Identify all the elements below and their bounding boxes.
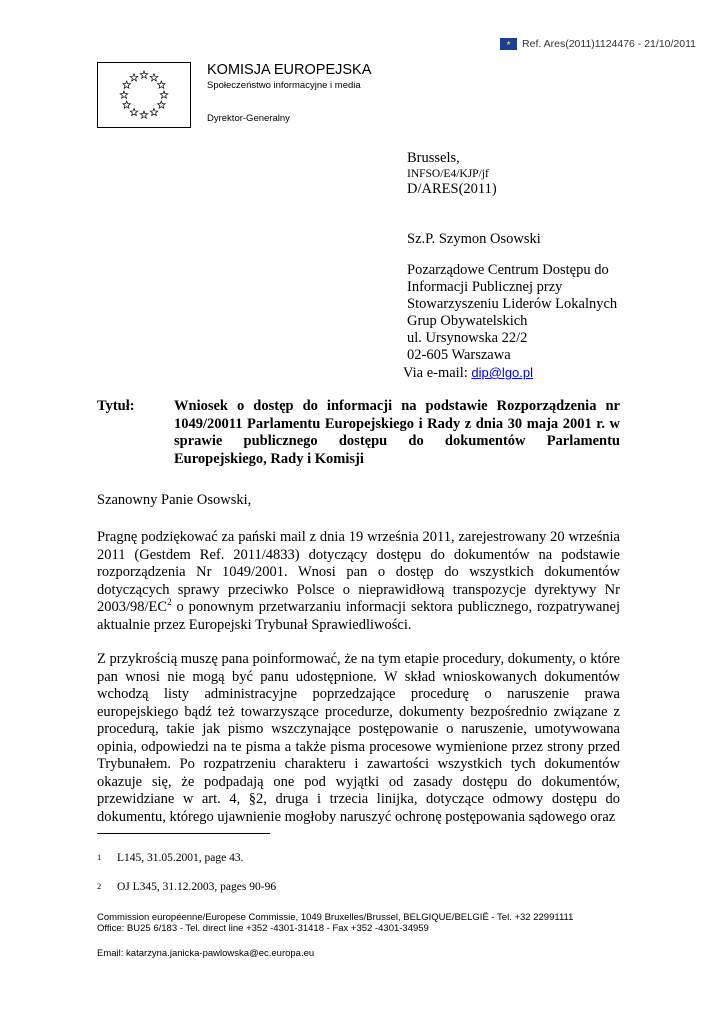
file-reference: INFSO/E4/KJP/jf: [407, 168, 489, 180]
organization-subtitle: Społeczeństwo informacyjne i media: [207, 80, 361, 91]
footnote-ref-2[interactable]: 2: [167, 597, 172, 608]
star-icon: [130, 108, 138, 115]
address-line: 02-605 Warszawa: [407, 347, 511, 363]
footnote-2: [97, 881, 276, 893]
star-icon: [160, 91, 168, 98]
address-line: ul. Ursynowska 22/2: [407, 330, 528, 346]
star-icon: [150, 74, 158, 81]
stars-circle-icon: [98, 63, 190, 127]
footnote-number: 2: [97, 881, 102, 891]
email-prefix: Via e-mail:: [403, 365, 472, 381]
ares-reference: D/ARES(2011): [407, 181, 497, 197]
salutation: Szanowny Panie Osowski,: [97, 492, 252, 508]
address-line: Stowarzyszeniu Liderów Lokalnych: [407, 296, 618, 312]
email-line: [403, 364, 533, 382]
footer-office: Office: BU25 6/183 - Tel. direct line +352 -4301-31418 - Fax +352 -4301-34959: [97, 923, 429, 934]
footer-address: Commission européenne/Europese Commissie, 1049 Bruxelles/Brussel, BELGIQUE/BELGIË - Tel. +32 22991111: [97, 912, 574, 923]
paragraph-1: [97, 529, 620, 634]
star-icon: [123, 81, 131, 88]
city-line: Brussels,: [407, 150, 460, 166]
star-icon: [158, 81, 166, 88]
directorate-label: Dyrektor-Generalny: [207, 113, 290, 124]
star-icon: [123, 101, 131, 108]
eu-flag-icon: ★: [500, 38, 517, 50]
footnote-1: [97, 852, 243, 864]
paragraph-1-text-b: o ponownym przetwarzaniu informacji sektora publicznego, rozpatrywanej aktualnie przez Europejski Trybunał Sprawiedliwości.: [97, 599, 620, 633]
star-icon: [140, 71, 148, 78]
star-icon: [140, 111, 148, 118]
star-icon: [120, 91, 128, 98]
star-icon: [150, 108, 158, 115]
footnote-text: OJ L345, 31.12.2003, pages 90-96: [117, 881, 277, 893]
address-line: Informacji Publicznej przy: [407, 279, 563, 295]
star-icon: [130, 74, 138, 81]
reference-stamp: [500, 38, 696, 50]
address-line: Grup Obywatelskich: [407, 313, 528, 329]
recipient-address: [407, 262, 617, 364]
recipient-name: Sz.P. Szymon Osowski: [407, 231, 541, 247]
address-line: Pozarządowe Centrum Dostępu do: [407, 262, 609, 278]
footer-email: Email: katarzyna.janicka-pawlowska@ec.europa.eu: [97, 948, 315, 959]
reference-number: Ref. Ares(2011)1124476 - 21/10/2011: [522, 38, 696, 50]
subject-text: Wniosek o dostęp do informacji na podstawie Rozporządzenia nr 1049/20011 Parlamentu Europejskiego i Rady z dnia 30 maja 2001 r. w sprawie publicznego dostępu do dokumentów Parlamentu Europejskiego, Rady i Komisji: [174, 398, 620, 467]
eu-emblem-logo: [97, 62, 191, 128]
footnote-number: 1: [97, 852, 102, 862]
paragraph-2: Z przykrością muszę pana poinformować, że na tym etapie procedury, dokumenty, o które pan wnosi nie mogą być panu udostępnione. W skład wnioskowanych dokumentów wchodzą listy administracyjne poprzedzające procedurę o naruszenie prawa europejskiego bądź też towarzyszące procedurze, dokumenty bezpośrednio związane z procedurą, takie jak pismo wszczynające postępowanie o naruszenie, umotywowana opinia, odpowiedzi na te pisma a także pisma procesowe wymienione przez strony przed Trybunałem. Po rozpatrzeniu charakteru i zawartości wszystkich tych dokumentów okazuje się, że podpadają one pod wyjątki od zasady dostępu do dokumentów, przewidziane w art. 4, §2, druga i trzecia linijka, dotyczące odmowy dostępu do dokumentu, którego ujawnienie mogłoby naruszyć ochronę postępowania sądowego oraz: [97, 651, 620, 825]
star-icon: [158, 101, 166, 108]
footnote-text: L145, 31.05.2001, page 43.: [117, 852, 244, 864]
organization-name: KOMISJA EUROPEJSKA: [207, 62, 372, 78]
footnote-divider: [97, 833, 270, 834]
recipient-email-link[interactable]: dip@lgo.pl: [471, 365, 534, 380]
subject-label: Tytuł:: [97, 398, 135, 414]
paragraph-1-text-a: Pragnę podziękować za pański mail z dnia 19 września 2011, zarejestrowany 20 września 2011 (Gestdem Ref. 2011/4833) dotyczący dostępu do dokumentów na podstawie rozporządzenia Nr 1049/2001. Wnosi pan o dostęp do wszystkich dokumentów dotyczących sprawy przeciwko Polsce o nieprawidłową transpozycje dyrektywy Nr 2003/98/EC: [97, 529, 620, 615]
